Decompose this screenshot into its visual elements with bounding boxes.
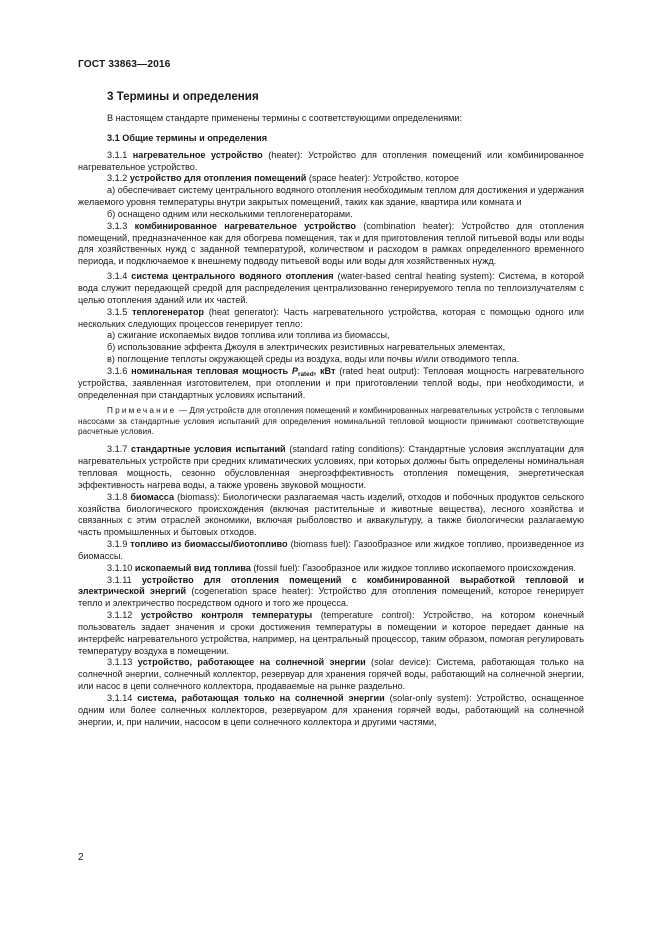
term-number: 3.1.10 <box>107 562 133 573</box>
term-3-1-3 <box>78 221 584 268</box>
term-name: система, работающая только на солнечной энергии <box>137 693 385 704</box>
term-definition: (cogeneration space heater): Устройство для отопления помещений, которое генерирует тепло и электричество посредством одного и того же процесса. <box>78 586 585 609</box>
term-3-1-2 <box>78 173 584 185</box>
term-number: 3.1.7 <box>107 444 128 455</box>
term-number: 3.1.4 <box>107 271 128 282</box>
subsection-title: 3.1 Общие термины и определения <box>107 132 268 143</box>
list-item: б) использование эффекта Джоуля в электрических резистивных нагревательных элементах, <box>107 342 506 353</box>
term-3-1-6 <box>78 366 584 402</box>
term-number: 3.1.5 <box>107 306 128 317</box>
term-number: 3.1.9 <box>107 539 128 550</box>
term-3-1-8 <box>78 492 584 539</box>
term-definition: (standard rating conditions): Стандартные условия эксплуатации для нагревательных устройств при средних климатических условиях, при которых должны быть определены номинальная тепловая мощность, сезонно обусловленная энергоэффективность отопления помещения, энергетическая эффективность нагрева воды, а также уровень звуковой мощности. <box>78 444 584 490</box>
term-definition: (heater): Устройство для отопления помещений или комбинированное нагревательное устройство. <box>78 149 584 172</box>
term-definition: (fossil fuel): Газообразное или жидкое топливо ископаемого происхождения. <box>250 562 576 573</box>
term-definition: (heat generator): Часть нагревательного устройства, которая с помощью одного или нескольких следующих процессов генерирует тепло: <box>78 306 584 329</box>
term-name: биомасса <box>130 491 175 502</box>
term-number: 3.1.2 <box>107 173 128 184</box>
term-number: 3.1.6 <box>107 365 128 376</box>
list-item: а) обеспечивает систему центрального водяного отопления необходимым теплом для достижения и удержания желаемого уровня температуры внутри закрытых помещений, таких как здание, квартира или комната и <box>78 185 584 208</box>
list-item: а) сжигание ископаемых видов топлива или топлива из биомассы, <box>107 330 390 341</box>
term-number: 3.1.1 <box>107 149 128 160</box>
term-name: устройство для отопления помещений с комбинированной выработкой тепловой и электрической энергий <box>78 574 584 597</box>
term-3-1-10 <box>78 563 584 575</box>
term-definition: (rated heat output): Тепловая мощность нагревательного устройства, заявленная изготовителем, при отоплении и при приготовлении теплой воды, при необходимости, и определенная при стандартных условиях испытаний. <box>78 365 584 400</box>
term-3-1-5 <box>78 307 584 331</box>
term-3-1-7 <box>78 444 584 491</box>
term-definition: (water-based central heating system): Система, в которой вода служит передающей средой для распределения централизованно генерируемого тепла по теплоизлучателям с целью отопления зданий или их частей. <box>78 271 584 305</box>
term-name: топливо из биомассы/биотопливо <box>130 539 288 550</box>
term-number: 3.1.11 <box>107 574 132 585</box>
term-number: 3.1.14 <box>107 693 133 704</box>
term-name: ископаемый вид топлива <box>134 562 251 573</box>
term-3-1-1 <box>78 150 584 174</box>
term-definition: (biomass fuel): Газообразное или жидкое топливо, произведенное из биомассы. <box>78 539 584 561</box>
term-number: 3.1.13 <box>107 657 133 668</box>
term-name: стандартные условия испытаний <box>131 444 286 455</box>
section-intro: В настоящем стандарте применены термины с соответствующими определениями: <box>107 113 463 123</box>
term-definition: (biomass): Биологически разлагаемая часть изделий, отходов и побочных продуктов сельского хозяйства биологического происхождения (включая растительные и животные вещества), лесного хозяйства и связанных с этим отраслей экономики, включая рыболовство и аквакультуру, а также биологически разлагаемую часть промышленных и бытовых отходов. <box>78 491 584 538</box>
term-3-1-11 <box>78 575 584 611</box>
term-name: теплогенератор <box>132 306 204 317</box>
term-name: устройство, работающее на солнечной энергии <box>137 657 366 668</box>
term-3-1-12 <box>78 610 584 657</box>
term-definition: (solar device): Система, работающая только на солнечной энергии, солнечный коллектор, резервуар для хранения горячей воды, работающий на солнечной энергии, или насос в цепи солнечного коллектора, продаваемые на рынке раздельно. <box>78 657 584 692</box>
term-3-1-9 <box>78 539 584 563</box>
term-unit: , кВт <box>313 365 336 376</box>
standard-header: ГОСТ 33863—2016 <box>78 59 171 70</box>
note-label: Примечание <box>107 406 177 416</box>
term-name: система центрального водяного отопления <box>131 271 334 282</box>
term-number: 3.1.12 <box>107 610 133 621</box>
term-name: нагревательное устройство <box>132 149 263 160</box>
term-symbol: P <box>291 365 298 376</box>
note <box>78 406 584 437</box>
term-name: комбинированное нагревательное устройство <box>134 220 356 231</box>
term-3-1-13 <box>78 657 584 693</box>
section-title: 3 Термины и определения <box>107 90 259 103</box>
page-number: 2 <box>78 852 84 863</box>
term-definition: (solar-only system): Устройство, оснащенное одним или более солнечных коллекторов, резервуаром для хранения горячей воды, работающий на солнечной энергии, и, при наличии, насосом в цепи солнечного коллектора и другими частями, <box>78 693 584 727</box>
term-name: устройство для отопления помещений <box>129 173 307 184</box>
term-number: 3.1.3 <box>107 220 128 231</box>
term-name: устройство контроля температуры <box>140 610 313 621</box>
note-text: — Для устройств для отопления помещений и комбинированных нагревательных устройств с тепловыми насосами за стандартные условия испытаний для определения номинальной тепловой мощности принимают соответствующие расчетные условия. <box>78 406 584 436</box>
term-name: номинальная тепловая мощность <box>131 365 292 376</box>
list-item: б) оснащено одним или несколькими теплогенераторами. <box>107 208 353 219</box>
page-content <box>78 90 584 729</box>
term-definition: (temperature control): Устройство, на котором конечный пользователь задает значения и сроки достижения температуры в помещении и которое передает данные на интерфейс нагревательного устройства, например, на центральный процессор, таким образом, помогая регулировать температуру воздуха в помещении. <box>78 610 584 656</box>
term-number: 3.1.8 <box>107 491 128 502</box>
term-symbol-subscript: rated <box>298 370 314 378</box>
list-item: в) поглощение теплоты окружающей среды из воздуха, воды или почвы и/или отводимого тепла. <box>107 354 520 365</box>
term-3-1-14 <box>78 693 584 729</box>
term-definition: (space heater): Устройство, которое <box>306 173 459 184</box>
term-3-1-4 <box>78 271 584 307</box>
term-definition: (combination heater): Устройство для отопления помещений, предназначенное как для обогрева помещения, так и для приготовления теплой питьевой воды или воды для хозяйственных нужд с заданной температурой, количеством и расходом в рамках определенного временного периода, и подключаемое к внешнему подводу питьевой воды или воды для хозяйственных нужд. <box>78 220 584 267</box>
